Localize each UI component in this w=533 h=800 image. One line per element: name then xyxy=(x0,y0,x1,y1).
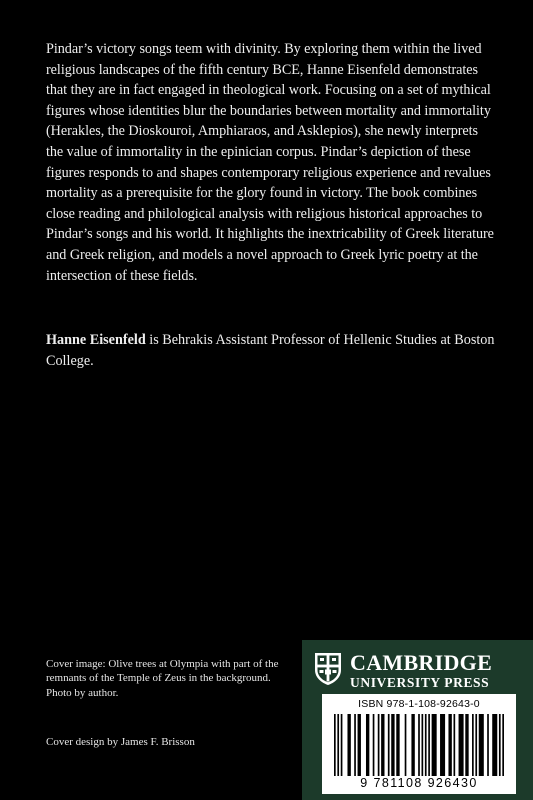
cambridge-crest-icon xyxy=(314,652,342,686)
barcode-bars xyxy=(334,714,504,776)
barcode-bar xyxy=(472,714,474,776)
barcode-bar xyxy=(459,714,464,776)
barcode-bar xyxy=(396,714,399,776)
publisher-panel xyxy=(302,640,533,800)
barcode-bar xyxy=(341,714,343,776)
barcode-bar xyxy=(381,714,384,776)
barcode-bar xyxy=(428,714,430,776)
barcode-bar xyxy=(411,714,414,776)
barcode-bar xyxy=(448,714,451,776)
barcode-bar xyxy=(366,714,369,776)
barcode-bar xyxy=(440,714,445,776)
barcode-bar xyxy=(454,714,456,776)
barcode-bar xyxy=(358,714,361,776)
cover-design-credit: Cover design by James F. Brisson xyxy=(46,736,195,748)
barcode-bar xyxy=(487,714,489,776)
barcode-bar xyxy=(502,714,504,776)
barcode-bar xyxy=(347,714,350,776)
publisher-name: CAMBRIDGE xyxy=(350,650,493,675)
author-name: Hanne Eisenfeld xyxy=(46,332,146,348)
barcode-bar xyxy=(354,714,356,776)
barcode-bar xyxy=(492,714,497,776)
barcode-bar xyxy=(373,714,375,776)
barcode-bar xyxy=(425,714,427,776)
barcode-bar xyxy=(418,714,420,776)
barcode-bar xyxy=(334,714,336,776)
barcode-bar xyxy=(378,714,380,776)
barcode-bar xyxy=(475,714,477,776)
publisher-subname: UNIVERSITY PRESS xyxy=(350,675,490,690)
author-bio xyxy=(46,330,498,371)
barcode-bar xyxy=(432,714,437,776)
barcode-digits: 9 781108 926430 xyxy=(360,776,478,790)
barcode-bar xyxy=(391,714,394,776)
isbn-label: ISBN 978-1-108-92643-0 xyxy=(358,698,480,710)
publisher-logo xyxy=(314,652,492,692)
book-description: Pindar’s victory songs teem with divinity. By exploring them within the lived religious landscapes of the fifth century BCE, Hanne Eisenfeld demonstrates that they are in fact engaged in theological work. Focusing on a set of mythical figures whose identities blur the boundaries between mortality and immortality (Herakles, the Dioskouroi, Amphiaraos, and Asklepios), she newly interprets the value of immortality in the epinician corpus. Pindar’s depiction of these figures responds to and shapes contemporary religious experience and revalues mortality as a prerequisite for the glory found in victory. The book combines close reading and philological analysis with religious historical approaches to Pindar’s songs and his world. It highlights the inextricability of Greek literature and Greek religion, and models a novel approach to Greek lyric poetry at the intersection of these fields. xyxy=(46,41,494,284)
barcode-bar xyxy=(405,714,407,776)
barcode-bar xyxy=(479,714,484,776)
cover-image-credit: Cover image: Olive trees at Olympia with part of the remnants of the Temple of Zeus in the background. Photo by author. xyxy=(46,658,279,699)
author-bio-text: is Behrakis Assistant Professor of Hellenic Studies at Boston College. xyxy=(46,332,495,369)
barcode xyxy=(322,694,516,794)
barcode-bar xyxy=(465,714,468,776)
barcode-bar xyxy=(499,714,501,776)
barcode-bar xyxy=(422,714,424,776)
barcode-bar xyxy=(388,714,390,776)
barcode-bar xyxy=(337,714,339,776)
